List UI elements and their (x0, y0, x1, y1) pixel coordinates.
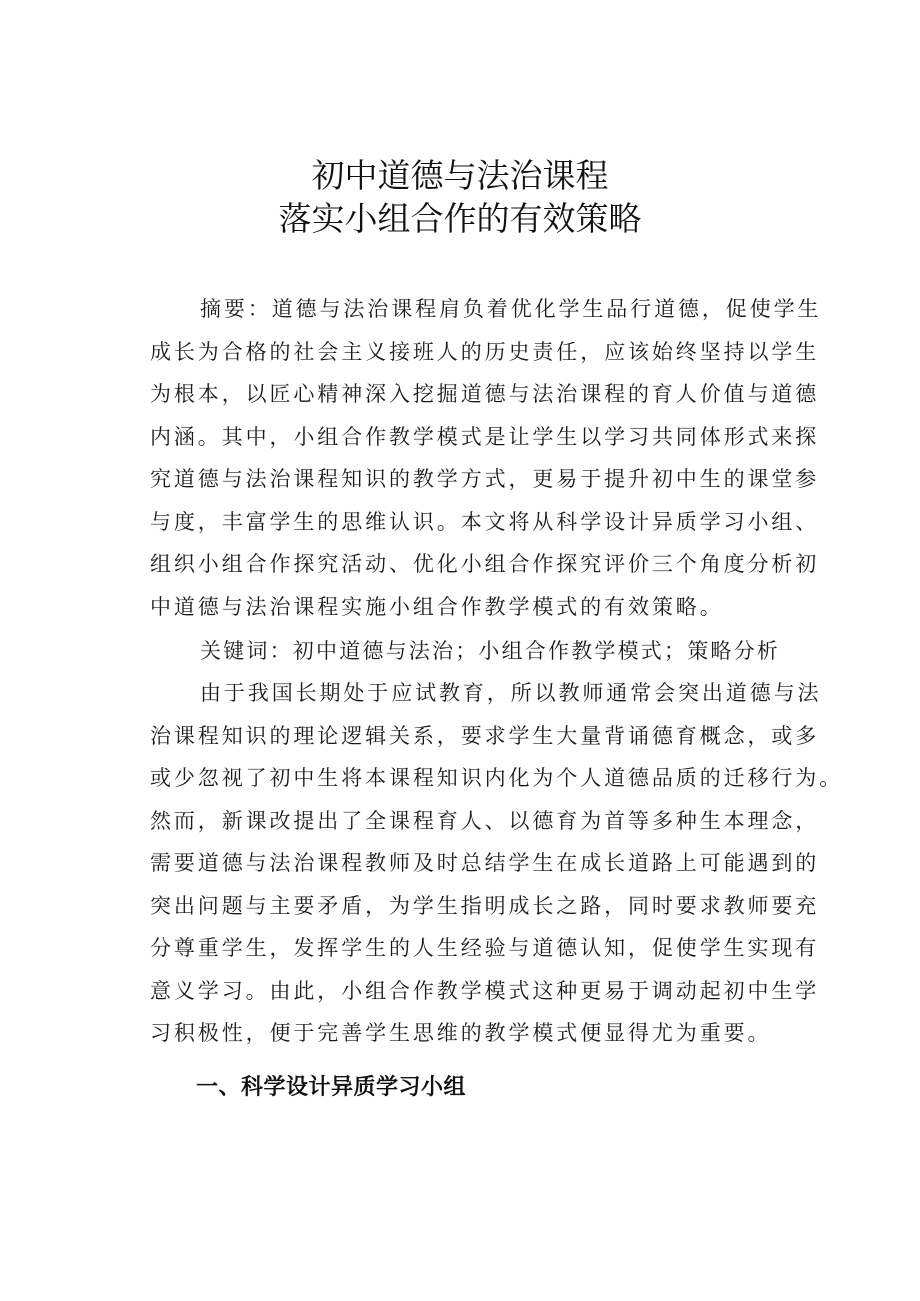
abstract-line: 内涵。其中，小组合作教学模式是让学生以学习共同体形式来探 (150, 424, 820, 449)
body-line: 分尊重学生，发挥学生的人生经验与道德认知，促使学生实现有 (150, 936, 820, 960)
abstract-line: 摘要：道德与法治课程肩负着优化学生品行道德，促使学生 (200, 297, 822, 321)
body-line: 习积极性，便于完善学生思维的教学模式便显得尤为重要。 (150, 1021, 772, 1045)
abstract-line: 中道德与法治课程实施小组合作教学模式的有效策略。 (150, 594, 724, 619)
body-line: 然而，新课改提出了全课程育人、以德育为首等多种生本理念， (150, 808, 820, 833)
body-line: 治课程知识的理论逻辑关系，要求学生大量背诵德育概念，或多 (150, 723, 820, 748)
section-heading: 一、科学设计异质学习小组 (196, 1075, 467, 1100)
body-line: 需要道德与法治课程教师及时总结学生在成长道路上可能遇到的 (150, 851, 820, 875)
abstract-line: 与度，丰富学生的思维认识。本文将从科学设计异质学习小组、 (150, 509, 820, 534)
abstract-line: 组织小组合作探究活动、优化小组合作探究评价三个角度分析初 (150, 552, 820, 576)
abstract-paragraph (150, 288, 822, 628)
body-line: 意义学习。由此，小组合作教学模式这种更易于调动起初中生学 (150, 978, 820, 1003)
abstract-line: 为根本，以匠心精神深入挖掘道德与法治课程的育人价值与道德 (150, 382, 820, 406)
body-line: 由于我国长期处于应试教育，所以教师通常会突出道德与法 (200, 681, 822, 705)
abstract-line: 成长为合格的社会主义接班人的历史责任，应该始终坚持以学生 (150, 339, 820, 364)
body-line: 或少忽视了初中生将本课程知识内化为个人道德品质的迁移行为。 (150, 766, 844, 790)
body-paragraph (150, 672, 844, 1055)
body-line: 突出问题与主要矛盾，为学生指明成长之路，同时要求教师要充 (150, 893, 820, 918)
document-title-line-2: 落实小组合作的有效策略 (278, 199, 642, 238)
abstract-line: 究道德与法治课程知识的教学方式，更易于提升初中生的课堂参 (150, 467, 820, 491)
document-title-line-1: 初中道德与法治课程 (311, 156, 609, 195)
keywords-line: 关键词：初中道德与法治；小组合作教学模式；策略分析 (200, 639, 780, 663)
